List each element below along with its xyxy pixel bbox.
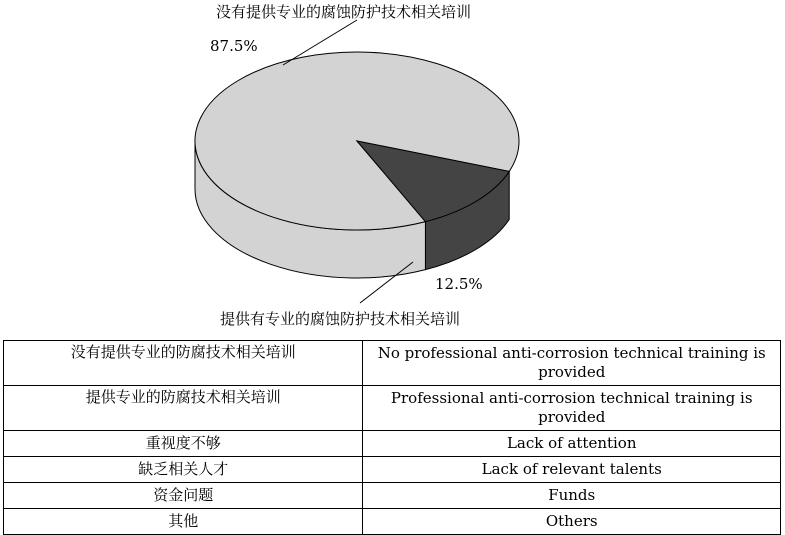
table-row (4, 457, 781, 483)
table-cell-en: Lack of relevant talents (363, 457, 781, 483)
table-row (4, 431, 781, 457)
table-cell-zh: 其他 (4, 509, 363, 535)
table-cell-en: Others (363, 509, 781, 535)
table-cell-zh: 资金问题 (4, 483, 363, 509)
table-row (4, 483, 781, 509)
slice-label-provided: 提供有专业的腐蚀防护技术相关培训 (220, 310, 461, 328)
table-row (4, 386, 781, 431)
table-cell-zh: 没有提供专业的防腐技术相关培训 (4, 341, 363, 386)
table-cell-en: Professional anti-corrosion technical training is provided (363, 386, 781, 431)
table-cell-zh: 重视度不够 (4, 431, 363, 457)
table-cell-en: Funds (363, 483, 781, 509)
table-cell-en: No professional anti-corrosion technical training is provided (363, 341, 781, 386)
slice-value-not-provided: 87.5% (210, 37, 258, 55)
table-cell-en: Lack of attention (363, 431, 781, 457)
table-cell-zh: 缺乏相关人才 (4, 457, 363, 483)
slice-label-not-provided: 没有提供专业的腐蚀防护技术相关培训 (216, 3, 472, 21)
slice-value-provided: 12.5% (435, 275, 483, 293)
table-row (4, 509, 781, 535)
table-row (4, 341, 781, 386)
translation-table (3, 340, 781, 535)
table-cell-zh: 提供专业的防腐技术相关培训 (4, 386, 363, 431)
